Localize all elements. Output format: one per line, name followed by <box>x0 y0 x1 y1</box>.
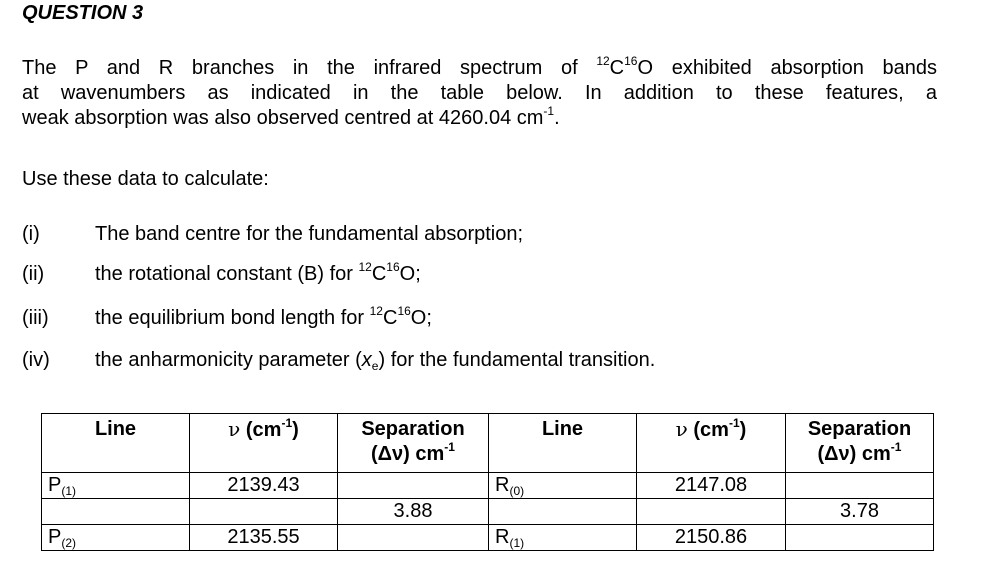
cell-line: $P_{(1)}$ <box>42 473 190 499</box>
item-text: the rotational constant (B) for $^{12}C^{16}O$; <box>95 260 421 285</box>
cell-wavenumber <box>637 499 786 525</box>
cell-line <box>42 499 190 525</box>
cell-line: $R_{(0)}$ <box>489 473 637 499</box>
header-wavenumber: ν $(cm^{-1})$ <box>637 414 786 473</box>
table-row <box>42 525 934 551</box>
intro-line-3: weak absorption was also observed centred at 4260.04 $cm^{-1}$. <box>22 104 560 129</box>
intro-line-1: The P and R branches in the infrared spectrum of $^{12}C^{16}O$ exhibited absorption bands <box>22 54 937 79</box>
table-row <box>42 499 934 525</box>
cell-separation: 3.78 <box>786 499 934 525</box>
spectrum-table <box>41 413 934 551</box>
cell-wavenumber <box>190 499 338 525</box>
cell-wavenumber: 2150.86 <box>637 525 786 551</box>
instruction-text: Use these data to calculate: <box>22 168 269 190</box>
item-number: (iii) <box>22 307 49 329</box>
item-text: the anharmonicity parameter $(x_e)$ for the fundamental transition. <box>95 349 656 373</box>
item-number: (i) <box>22 223 40 245</box>
header-separation: Separation (Δν) $cm^{-1}$ <box>338 414 489 473</box>
item-text: The band centre for the fundamental absorption; <box>95 223 524 245</box>
cell-separation <box>786 525 934 551</box>
cell-separation <box>338 473 489 499</box>
cell-wavenumber: 2135.55 <box>190 525 338 551</box>
table-header-row <box>42 414 934 473</box>
header-wavenumber: ν $(cm^{-1})$ <box>190 414 338 473</box>
cell-line: $R_{(1)}$ <box>489 525 637 551</box>
item-number: (ii) <box>22 263 45 285</box>
cell-separation: 3.88 <box>338 499 489 525</box>
item-text: the equilibrium bond length for $^{12}C^{16}O$; <box>95 304 432 329</box>
header-line: Line <box>42 414 190 473</box>
cell-line <box>489 499 637 525</box>
item-number: (iv) <box>22 349 50 371</box>
cell-separation <box>786 473 934 499</box>
intro-line-2: at wavenumbers as indicated in the table below. In addition to these features, a <box>22 82 937 104</box>
table-row <box>42 473 934 499</box>
header-separation: Separation (Δν) $cm^{-1}$ <box>786 414 934 473</box>
header-line: Line <box>489 414 637 473</box>
question-heading: QUESTION 3 <box>22 2 144 24</box>
cell-wavenumber: 2147.08 <box>637 473 786 499</box>
intro-paragraph <box>22 56 937 131</box>
cell-line: $P_{(2)}$ <box>42 525 190 551</box>
cell-wavenumber: 2139.43 <box>190 473 338 499</box>
cell-separation <box>338 525 489 551</box>
